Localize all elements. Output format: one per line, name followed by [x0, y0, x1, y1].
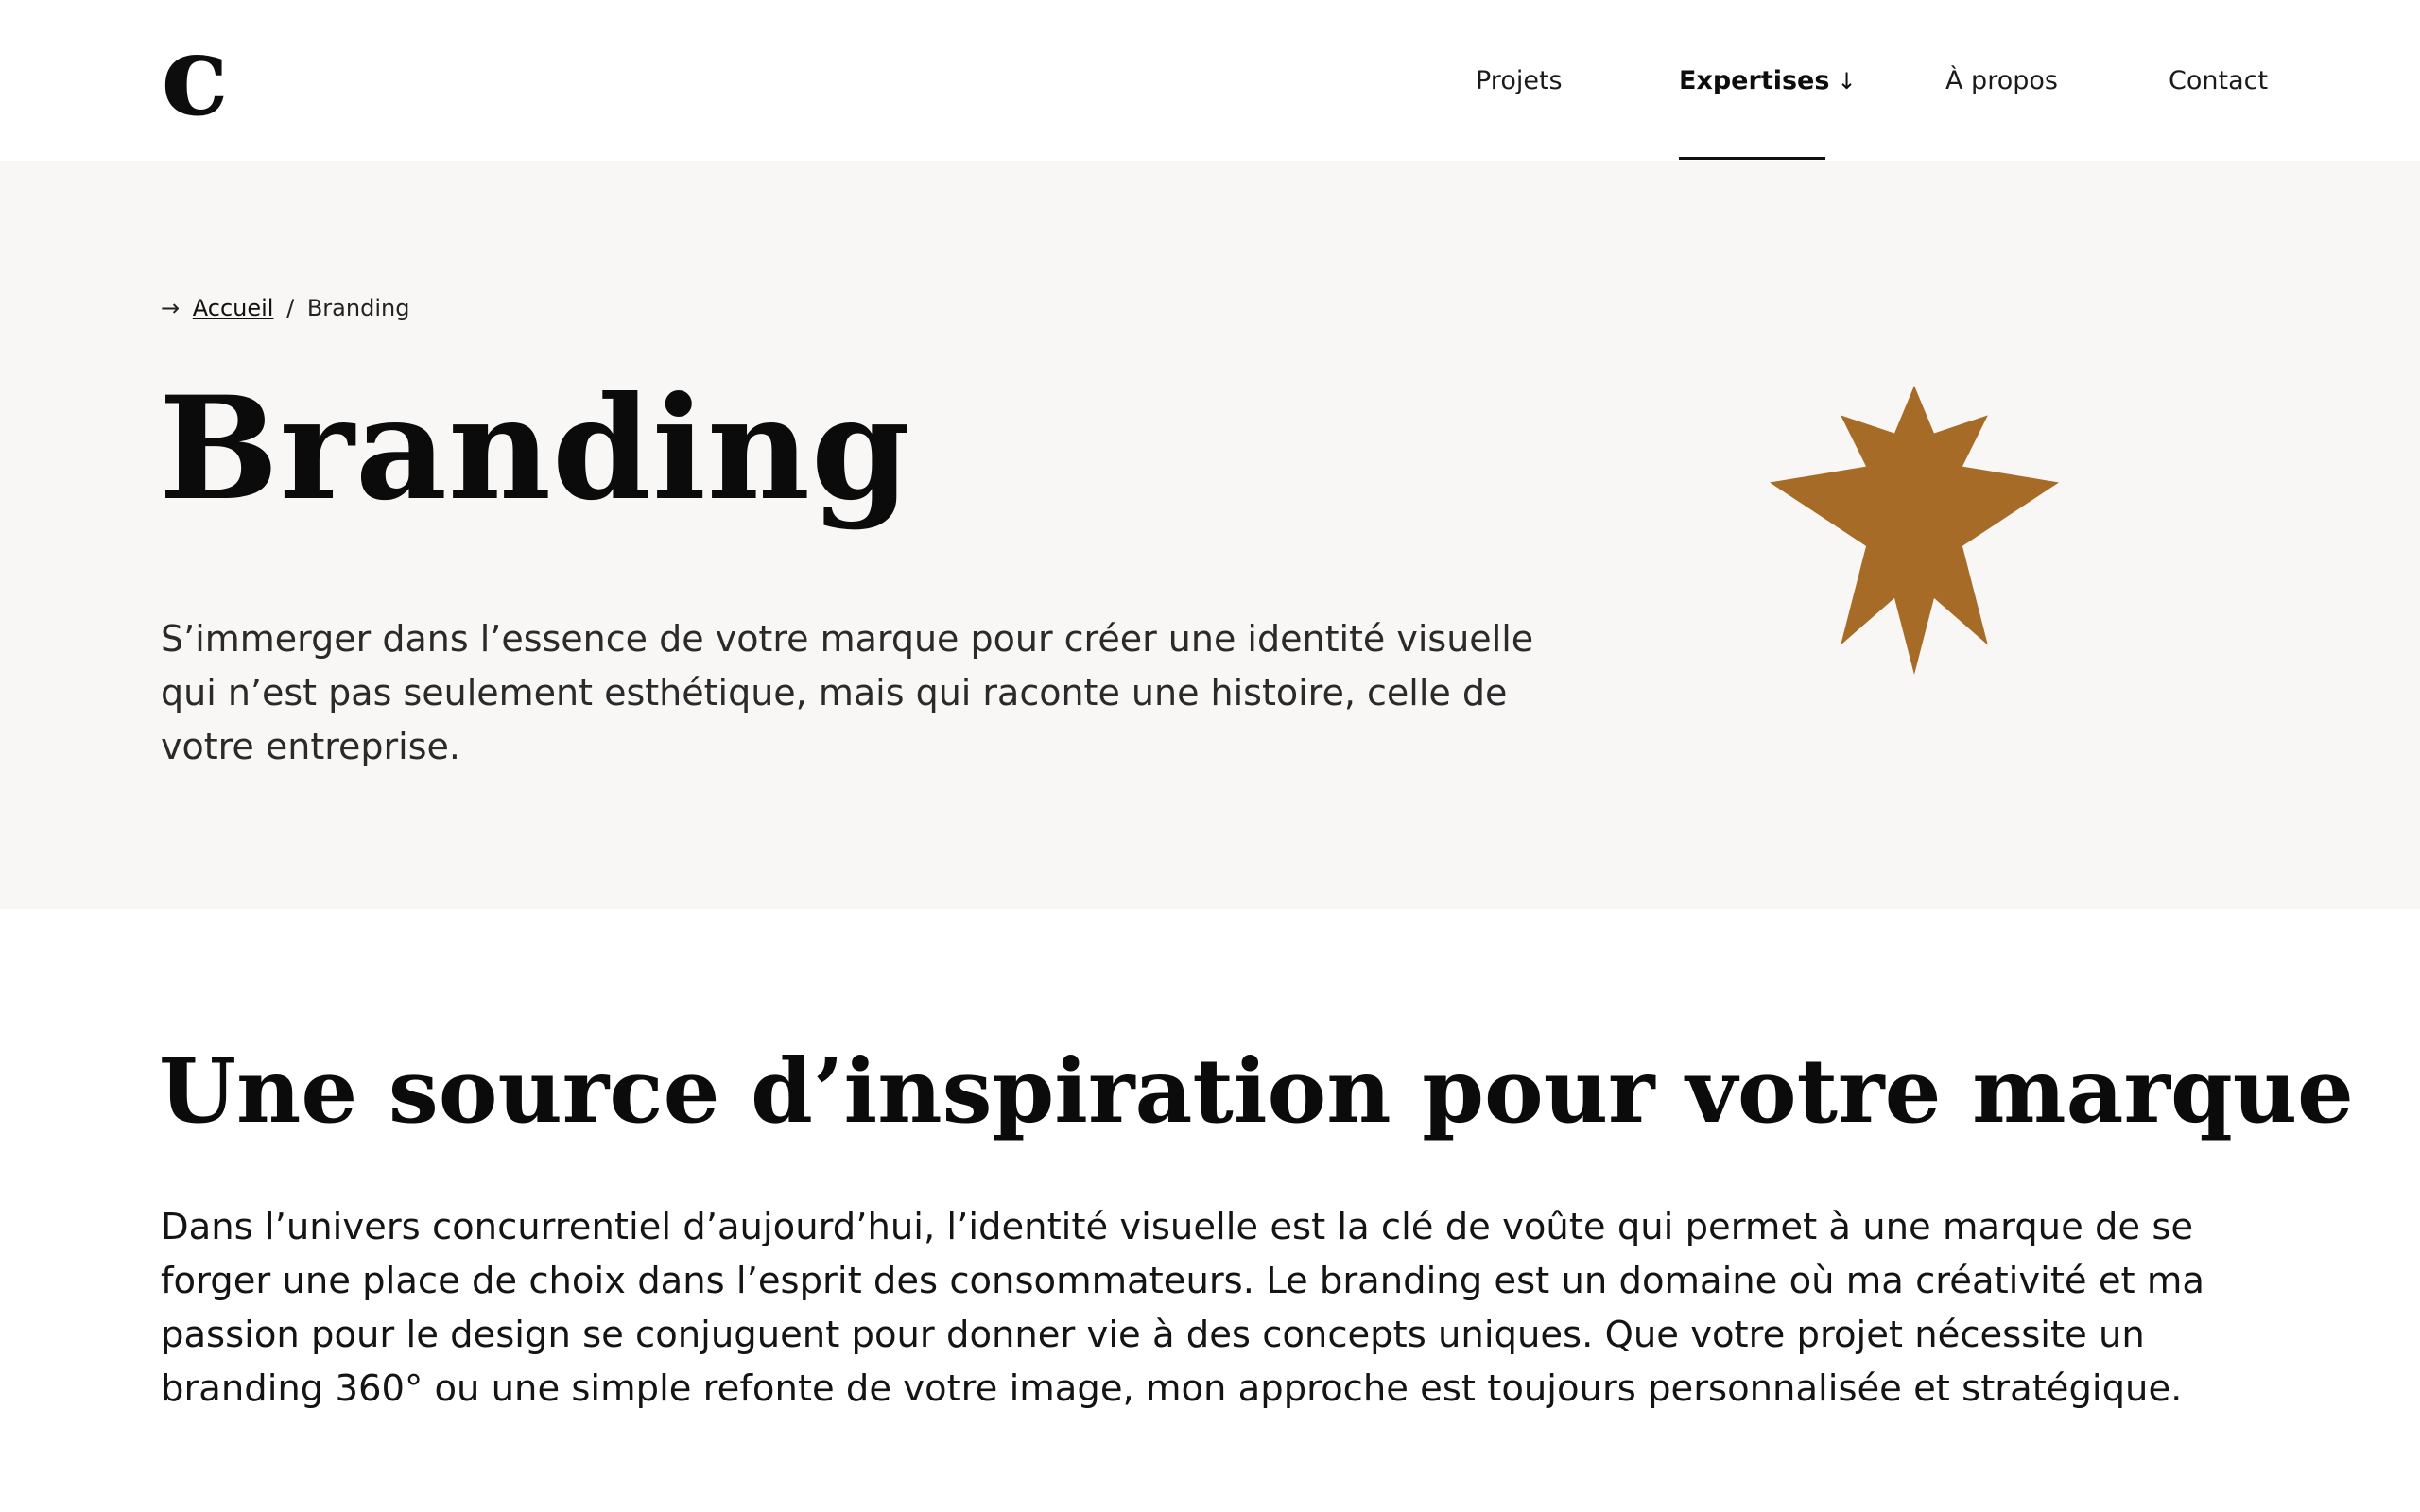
- hero-section: [0, 161, 2420, 909]
- nav-item-contact[interactable]: Contact: [2169, 66, 2269, 95]
- breadcrumb-current: Branding: [306, 295, 410, 321]
- breadcrumb-separator: /: [286, 295, 295, 321]
- logo[interactable]: c: [161, 9, 229, 141]
- site-header: [0, 0, 2420, 161]
- nav-item-expertises[interactable]: [1679, 60, 1857, 102]
- active-nav-indicator: [1679, 157, 1825, 160]
- star-icon: [1770, 386, 2059, 675]
- arrow-right-icon: →: [161, 295, 181, 321]
- nav-item-expertises-label: Expertises: [1679, 66, 1830, 95]
- section-paragraph: Dans l’univers concurrentiel d’aujourd’hui, l’identité visuelle est la clé de voûte qui permet à une marque de se forger une place de choix dans l’esprit des consommateurs. Le branding est un domaine où ma créativité et ma passion pour le design se conjuguent pour donner vie à des concepts uniques. Que votre projet nécessite un branding 360° ou une simple refonte de votre image, mon approche est toujours personnalisée et stratégique.: [161, 1206, 2204, 1410]
- arrow-down-icon: ↓: [1837, 68, 1857, 94]
- breadcrumb: [161, 291, 409, 325]
- breadcrumb-home-link[interactable]: Accueil: [192, 295, 274, 321]
- star-shape: [1770, 386, 2059, 675]
- nav-item-a-propos[interactable]: À propos: [1945, 66, 2058, 95]
- nav-item-projets[interactable]: Projets: [1476, 66, 1563, 95]
- section-title: Une source d’inspiration pour votre marque: [159, 1040, 2354, 1143]
- hero-description: S’immerger dans l’essence de votre marque pour créer une identité visuelle qui n’est pas seulement esthétique, mais qui raconte une histoire, celle de votre entreprise.: [161, 618, 1534, 767]
- page-title: Branding: [159, 366, 911, 532]
